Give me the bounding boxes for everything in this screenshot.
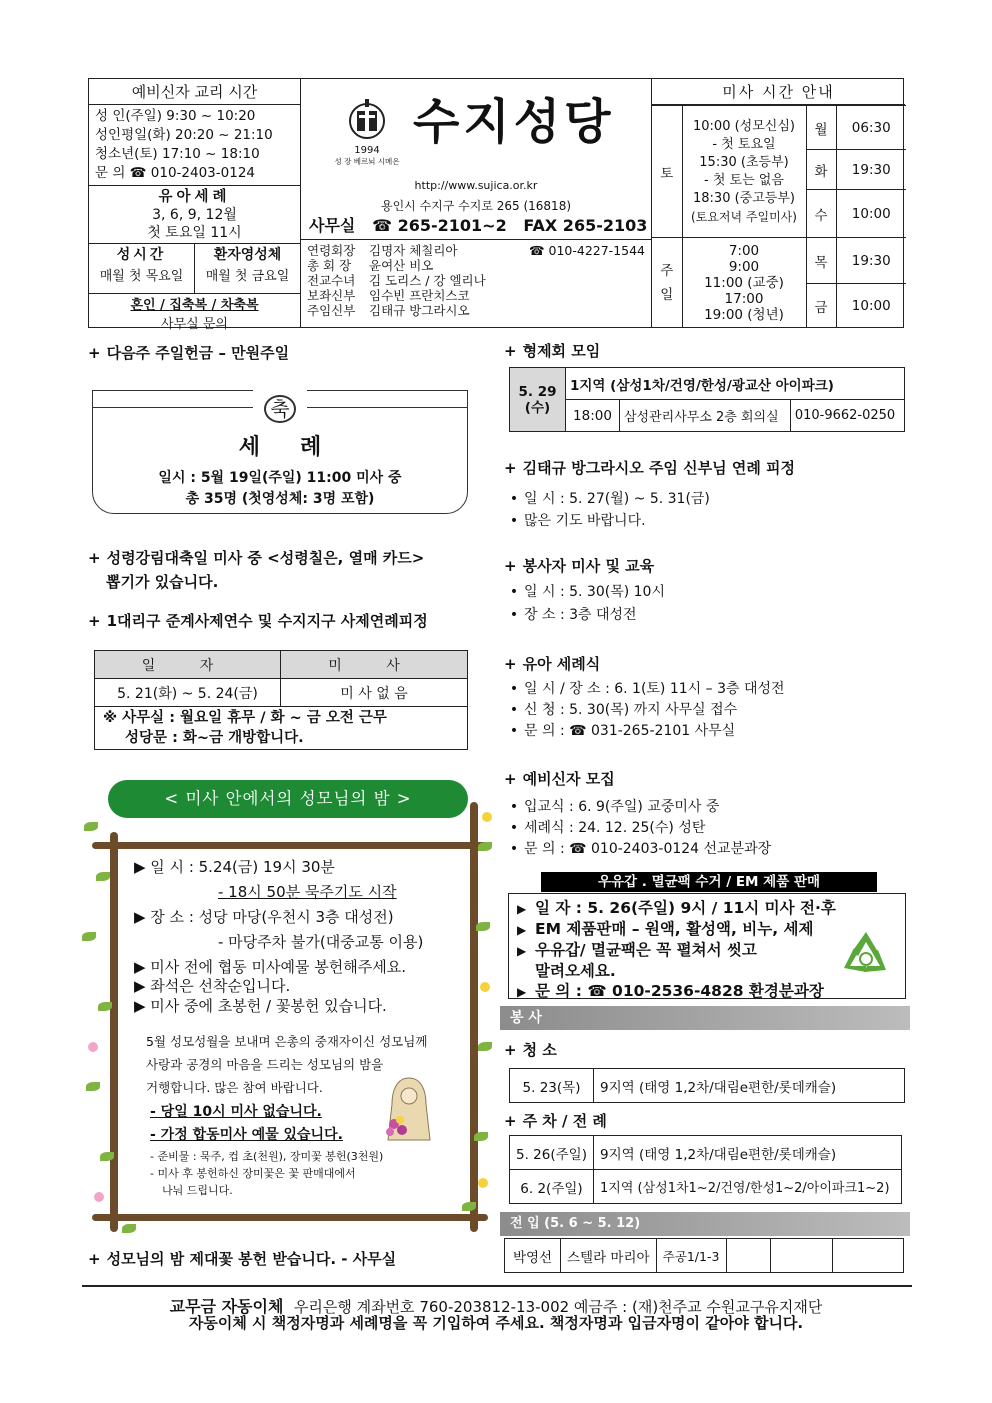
move-in-empty: [726, 1239, 770, 1273]
leaf-decoration: [98, 1002, 112, 1011]
cross-icon: +: [504, 1041, 517, 1059]
church-url[interactable]: http://www.sujica.or.kr: [414, 179, 538, 192]
move-in-bar: 전 입 (5. 6 ~ 5. 12): [500, 1212, 910, 1236]
eco-line-text: 일 자 : 5. 26(주일) 9시 / 11시 미사 전·후: [535, 899, 836, 917]
cleaning-notice: [504, 1039, 557, 1060]
staff-role: 보좌신부: [307, 288, 356, 303]
infant-baptism-when: 첫 토요일 11시: [147, 225, 242, 241]
baptism-when: 일시 : 5월 19일(주일) 11:00 미사 중: [158, 470, 402, 486]
footer-instruction: 자동이체 시 책정자명과 세례명을 꼭 기입하여 주세요. 책정자명과 입금자명이 같아야 합니다.: [188, 1314, 804, 1332]
weekday-label: 목: [806, 238, 836, 284]
catechumen-list: [504, 797, 771, 860]
saturday-times: [682, 106, 806, 238]
sat-time: 18:30 (중고등부): [693, 190, 795, 206]
brothers-table: [509, 367, 905, 432]
eco-line: [517, 898, 897, 919]
server-notice: [504, 555, 654, 576]
cross-icon: +: [504, 1112, 517, 1130]
flower-decoration: [480, 982, 490, 992]
move-in-baptismal: 스텔라 마리아: [561, 1239, 657, 1273]
staff-row: [307, 273, 645, 288]
poster-notice: - 가정 합동미사 예물 있습니다.: [150, 1127, 343, 1143]
poster-line: ▶ 미사 중에 초봉헌 / 꽃봉헌 있습니다.: [134, 997, 387, 1015]
weekday-label: 화: [806, 150, 836, 190]
staff-role: 주임신부: [307, 303, 356, 318]
retreat-header: 미 사: [281, 651, 468, 679]
brothers-notice: [504, 340, 600, 361]
parking-notice: [504, 1110, 607, 1131]
cross-icon: +: [504, 557, 517, 575]
parking-date: 5. 26(주일): [510, 1136, 594, 1170]
pentecost-line: 뽑기가 있습니다.: [106, 573, 219, 591]
list-item: • 일 시 / 장 소 : 6. 1(토) 11시 – 3층 대성전: [504, 679, 785, 700]
poster-para-line: 거행합니다. 많은 참여 바랍니다.: [146, 1080, 323, 1095]
infant-baptism-box: [89, 185, 300, 243]
weekday-label: 금: [806, 284, 836, 328]
pentecost-notice: [88, 546, 424, 594]
sat-time: 10:00 (성모신심): [693, 118, 795, 134]
church-logo-icon: [345, 97, 389, 141]
poster-small-line: - 미사 후 봉헌하신 장미꽃은 꽃 판매대에서: [150, 1167, 356, 1180]
leaf-decoration: [86, 1082, 100, 1091]
list-item: • 문 의 : ☎ 010-2403-0124 선교분과장: [504, 839, 771, 860]
flower-decoration: [482, 812, 492, 822]
vine-decoration: [92, 842, 488, 849]
infant-baptism-months: 3, 6, 9, 12월: [152, 207, 237, 223]
baptism-count: 총 35명 (첫영성체: 3명 포함): [185, 491, 375, 507]
staff-role: 전교수녀: [307, 273, 356, 288]
sick-communion-title: 환자영성체: [213, 247, 282, 263]
vine-decoration: [92, 1214, 488, 1221]
staff-name: 김태규 방그라시오: [369, 303, 470, 318]
eco-line-text: 문 의 : ☎ 010-2536-4828 환경분과장: [535, 982, 824, 1000]
flower-decoration: [94, 1192, 104, 1202]
catechumen-title: 예비신자 모집: [522, 770, 615, 788]
move-in-name: 박영선: [505, 1239, 561, 1273]
list-item: • 문 의 : ☎ 031-265-2101 사무실: [504, 721, 785, 742]
catechism-line: 성인평일(화) 20:20 ~ 21:10: [95, 127, 273, 143]
flower-decoration: [88, 1042, 98, 1052]
mary-night-banner: < 미사 안에서의 성모님의 밤 >: [108, 780, 468, 818]
vine-decoration: [110, 832, 118, 1232]
leaf-decoration: [462, 1202, 476, 1211]
mary-figure-icon: [378, 1074, 440, 1144]
mass-schedule-title: 미사 시간 안내: [652, 79, 905, 105]
cleaning-table: [509, 1068, 905, 1103]
cross-icon: +: [504, 770, 517, 788]
list-item: • 장 소 : 3층 대성전: [504, 604, 665, 627]
poster-line: ▶ 장 소 : 성당 마당(우천시 3층 대성전): [134, 908, 394, 926]
eco-line: [517, 981, 897, 1002]
leaf-decoration: [478, 1042, 492, 1051]
sat-time: - 첫 토는 없음: [704, 172, 784, 188]
weekday-label: 월: [806, 106, 836, 150]
list-item: • 신 청 : 5. 30(목) 까지 사무실 접수: [504, 700, 785, 721]
office-contact: [309, 213, 647, 236]
offering-text: 다음주 주일헌금 – 만원주일: [106, 344, 290, 362]
cross-icon: +: [88, 344, 101, 362]
retreat-notice: [88, 610, 428, 631]
sat-time: - 첫 토요일: [712, 136, 776, 152]
sunday-times: [682, 238, 806, 328]
eco-line-text: EM 제품판매 – 원액, 활성액, 비누, 세제: [535, 920, 814, 938]
retreat-cell: 5. 21(화) ~ 5. 24(금): [95, 679, 281, 707]
church-patron: 성 장 베르뇌 시메온: [334, 157, 400, 166]
sun-time: 9:00: [728, 258, 760, 275]
infant-baptism-title: 유아세례: [158, 189, 231, 205]
holy-hour-row: [89, 243, 300, 293]
leaf-decoration: [82, 932, 96, 941]
mass-schedule-table: [652, 105, 906, 328]
altar-flower-text: 성모님의 밤 제대꽃 봉헌 받습니다. - 사무실: [106, 1250, 397, 1268]
staff-name: 임수빈 프란치스코: [369, 288, 470, 303]
move-in-table: [504, 1238, 904, 1273]
retreat-cell: 미 사 없 음: [281, 679, 468, 707]
catechism-title: 예비신자 교리 시간: [89, 79, 300, 105]
list-item: • 많은 기도 바랍니다.: [504, 510, 710, 532]
parking-area: 1지역 (삼성1차1~2/건영/한성1~2/아이파크1~2): [594, 1170, 902, 1204]
emblem-text: 축: [264, 395, 295, 423]
leaf-decoration: [474, 1132, 488, 1141]
staff-row: [307, 303, 645, 318]
cross-icon: +: [88, 612, 101, 630]
poster-line: ▶ 좌석은 선착순입니다.: [134, 977, 291, 995]
list-item: • 입교식 : 6. 9(주일) 교중미사 중: [504, 797, 771, 818]
catechism-phone: 문 의 ☎ 010-2403-0124: [95, 165, 255, 181]
office-label: 사무실: [309, 216, 356, 235]
poster-small-line: - 준비물 : 묵주, 컵 초(천원), 장미꽃 봉헌(3천원): [150, 1150, 384, 1163]
leaf-decoration: [122, 1224, 136, 1233]
service-bar: 봉 사: [500, 1006, 910, 1030]
baptism-title: 세례: [238, 435, 362, 460]
brothers-area: 1지역 (삼성1차/건영/한성/광교산 아이파크): [566, 368, 905, 400]
sun-time: 19:00 (청년): [704, 306, 784, 323]
recycle-icon: [836, 928, 896, 982]
weekday-time: 06:30: [836, 106, 906, 150]
list-item: • 세례식 : 24. 12. 25(수) 성탄: [504, 818, 771, 839]
catechumen-notice: [504, 768, 615, 789]
pentecost-line: 성령강림대축일 미사 중 <성령칠은, 열매 카드>: [106, 549, 425, 567]
pastor-retreat-title: 김태규 방그라시오 주임 신부님 연례 피정: [522, 459, 796, 477]
poster-notice: - 당일 10시 미사 없습니다.: [150, 1104, 322, 1120]
brothers-time: 18:00: [566, 400, 620, 432]
pointer-icon: ▶: [517, 985, 527, 999]
pointer-icon: ▶: [517, 944, 527, 958]
retreat-header: 일 자: [95, 651, 281, 679]
cross-icon: +: [504, 459, 517, 477]
poster-para-line: 5월 성모성월을 보내며 은총의 중재자이신 성모님께: [146, 1034, 428, 1049]
poster-line: ▶ 미사 전에 협동 미사예물 봉헌해주세요.: [134, 958, 406, 976]
saturday-label: 토: [652, 106, 682, 238]
church-logo: [327, 97, 407, 167]
parking-table: [509, 1135, 902, 1204]
vine-decoration: [470, 802, 478, 1232]
office-hours-note: [94, 706, 468, 750]
infant-baptism-list: [504, 679, 785, 742]
sunday-label: [652, 238, 682, 328]
office-phone: ☎ 265-2101~2: [372, 216, 507, 235]
weekday-time: 19:30: [836, 238, 906, 284]
church-name: 수지성당: [413, 94, 615, 150]
holy-hour-title: 성시간: [116, 247, 167, 263]
sat-time: (토요저녁 주일미사): [691, 209, 797, 224]
eco-line-text: 우유갑/ 멸균팩은 꼭 펼쳐서 씻고: [535, 941, 757, 959]
brothers-phone: 010-9662-0250: [790, 400, 904, 432]
staff-name: 김 도리스 / 강 엘리나: [369, 273, 486, 288]
poster-para-line: 사랑과 공경의 마음을 드리는 성모님의 밤을: [146, 1057, 384, 1072]
office-hours-line: ※ 사무실 : 월요일 휴무 / 화 ~ 금 오전 근무: [103, 710, 387, 726]
move-in-address: 주공1/1-3: [656, 1239, 726, 1273]
leaf-decoration: [84, 822, 98, 831]
retreat-title: 1대리구 준계사제연수 및 수지지구 사제연례피정: [106, 612, 428, 630]
poster-small-notes: [150, 1148, 383, 1199]
pointer-icon: ▶: [517, 902, 527, 916]
retreat-table: [94, 650, 468, 707]
staff-row: [307, 243, 645, 258]
cross-icon: +: [88, 1250, 101, 1268]
brothers-date: 5. 29 (수): [510, 368, 566, 432]
staff-row: [307, 258, 645, 273]
staff-row: [307, 288, 645, 303]
staff-name: 윤여산 비오: [369, 258, 434, 273]
weekday-label: 수: [806, 190, 836, 238]
header: [88, 78, 904, 332]
brothers-title: 형제회 모임: [522, 342, 601, 360]
pointer-icon: ▶: [517, 923, 527, 937]
staff-name: 김명자 체칠리아: [369, 243, 458, 258]
footer-divider: [82, 1285, 912, 1287]
leaf-decoration: [100, 1152, 114, 1161]
move-in-empty: [770, 1239, 832, 1273]
pastor-retreat-notice: [504, 457, 795, 478]
church-door-line: 성당문 : 화~금 개방합니다.: [125, 730, 304, 746]
office-fax: FAX 265-2103: [523, 216, 648, 235]
infant-baptism-section-title: 유아 세례식: [522, 655, 601, 673]
baptism-emblem-icon: [253, 390, 307, 426]
cleaning-area: 9지역 (태영 1,2차/대림e편한/롯데캐슬): [594, 1069, 905, 1103]
altar-flower-notice: [88, 1248, 396, 1269]
brothers-place: 삼성관리사무소 2층 회의실: [620, 400, 791, 432]
sun-time: 11:00 (교중): [704, 274, 784, 291]
holy-hour-when: 매월 첫 목요일: [99, 269, 184, 284]
poster-line: - 마당주차 불가(대중교통 이용): [218, 933, 424, 951]
church-address: 용인시 수지구 수지로 265 (16818): [380, 199, 572, 213]
footer-account: 우리은행 계좌번호 760-203812-13-002 예금주 : (재)천주교 수원교구유지재단: [293, 1298, 823, 1316]
move-in-empty: [832, 1239, 903, 1273]
marriage-box: [89, 293, 300, 333]
sunday-label-text: 주일: [660, 262, 674, 303]
cleaning-title: 청 소: [522, 1041, 557, 1059]
sun-time: 7:00: [728, 242, 760, 259]
staff-role: 연령회장: [307, 243, 356, 258]
server-list: [504, 581, 665, 627]
parking-area: 9지역 (태영 1,2차/대림e편한/롯데캐슬): [594, 1136, 902, 1170]
sun-time: 17:00: [724, 290, 764, 307]
eco-collection-header: 우유갑 . 멸균팩 수거 / EM 제품 판매: [541, 872, 877, 892]
leaf-decoration: [476, 922, 490, 931]
church-year: 1994: [354, 145, 380, 156]
sat-time: 15:30 (초등부): [699, 154, 789, 170]
cleaning-date: 5. 23(목): [510, 1069, 594, 1103]
server-title: 봉사자 미사 및 교육: [522, 557, 655, 575]
staff-list: [301, 239, 651, 327]
catechism-panel: [89, 79, 301, 332]
church-panel: [301, 79, 651, 327]
leaf-decoration: [96, 872, 110, 881]
cross-icon: +: [504, 342, 517, 360]
parking-date: 6. 2(주일): [510, 1170, 594, 1204]
weekday-time: 10:00: [836, 190, 906, 238]
poster-line: - 18시 50분 묵주기도 시작: [218, 883, 397, 901]
catechism-line: 성 인(주일) 9:30 ~ 10:20: [95, 108, 256, 124]
poster-small-line: 나눠 드립니다.: [162, 1184, 233, 1197]
footer-label: 교무금 자동이체: [169, 1297, 284, 1316]
poster-notices: [150, 1101, 343, 1147]
sick-communion-when: 매월 첫 금요일: [205, 269, 290, 284]
marriage-when: 사무실 문의: [161, 317, 228, 332]
parking-title: 주 차 / 전 례: [522, 1112, 607, 1130]
staff-phone: ☎ 010-4227-1544: [528, 243, 645, 258]
list-item: • 일 시 : 5. 27(월) ~ 5. 31(금): [504, 488, 710, 510]
weekday-time: 19:30: [836, 150, 906, 190]
mass-schedule-panel: [651, 79, 905, 327]
infant-baptism-notice: [504, 653, 600, 674]
catechism-line: 청소년(토) 17:10 ~ 18:10: [95, 146, 260, 162]
cross-icon: +: [504, 655, 517, 673]
weekday-time: 10:00: [836, 284, 906, 328]
eco-line: 말려오세요.: [535, 962, 616, 980]
offering-notice: [88, 342, 289, 363]
staff-role: 총 회 장: [307, 258, 352, 273]
pastor-retreat-list: [504, 488, 710, 532]
flower-decoration: [478, 1178, 488, 1188]
marriage-title: 혼인 / 집축복 / 차축복: [130, 298, 259, 313]
leaf-decoration: [478, 842, 492, 851]
poster-line: ▶ 일 시 : 5.24(금) 19시 30분: [134, 858, 335, 876]
list-item: • 일 시 : 5. 30(목) 10시: [504, 581, 665, 604]
cross-icon: +: [88, 549, 101, 567]
